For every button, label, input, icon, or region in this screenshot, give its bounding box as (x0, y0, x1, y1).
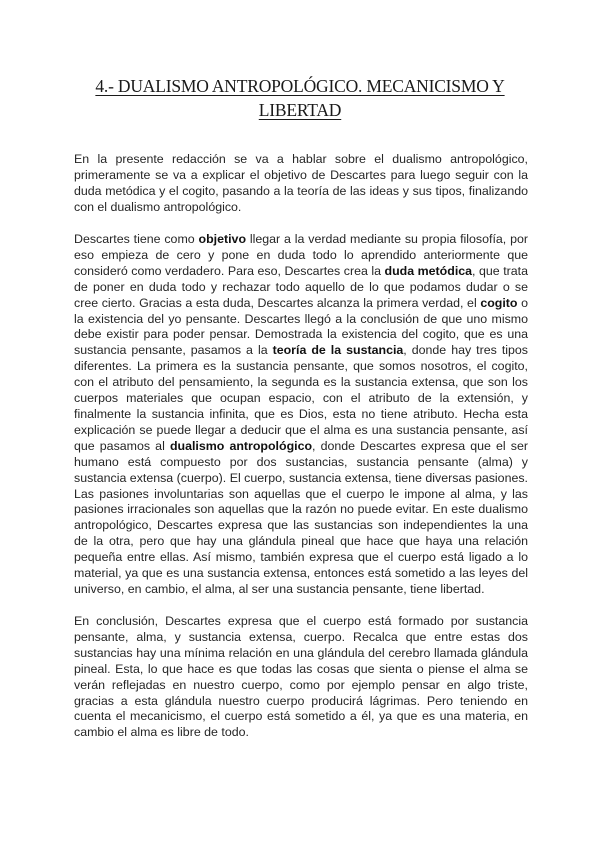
bold-term-objetivo: objetivo (198, 232, 247, 246)
bold-term-dualismo-antropologico: dualismo antropológico (169, 438, 313, 453)
paragraph-development (74, 232, 528, 598)
text-segment: , donde Descartes expresa que el ser humano está compuesto por dos sustancias, sustancia pensante (alma) y sustancia extensa (cuerpo). El cuerpo, sustancia extensa, tiene diversas pasiones. Las pasiones involuntarias son aquellas que el cuerpo le impone al alma, y las pasiones irracionales son aquellas que la razón no puede evitar. En este dualismo antropológico, Descartes expresa que las sustancias son independientes la una de la otra, pero que hay una glándula pineal que hace que haya una relación pequeña entre ellas. Así mismo, también expresa que el cuerpo está ligado a lo material, ya que es una sustancia extensa, entonces está sometido a las leyes del universo, en cambio, el alma, al ser una sustancia pensante, tiene libertad. (74, 438, 528, 596)
text-segment: o la existencia del yo pensante. Descartes llegó a la conclusión de que uno mismo debe existir para poder pensar. Demostrada la existencia del cogito, que es una sustancia pensante, pasamos a la (74, 295, 528, 358)
text-segment: llegar a la verdad mediante su propia filosofía, por eso empieza de cero y pone en duda todo lo aprendido anteriormente que consideró como verdadero. Para eso, Descartes crea la (74, 232, 528, 278)
text-segment: , donde hay tres tipos diferentes. La primera es la sustancia pensante, que somos nosotros, el cogito, con el atributo del pensamiento, la segunda es la sustancia extensa, que son los cuerpos materiales que ocupan espacio, con el atributo de la extensión, y finalmente la sustancia infinita, que es Dios, esta no tiene atributo. Hecha esta explicación se puede llegar a deducir que el alma es una sustancia pensante, así que pasamos al (74, 343, 528, 453)
paragraph-conclusion: En conclusión, Descartes expresa que el cuerpo está formado por sustancia pensante, alma, y sustancia extensa, cuerpo. Recalca que entre estas dos sustancias hay una mínima relación en una glándula del cerebro llamada glándula pineal. Esta, lo que hace es que todas las cosas que sienta o piense el alma se verán reflejadas en nuestro cuerpo, como por ejemplo pensar en algo triste, gracias a esta glándula nuestro cuerpo producirá lágrimas. Pero teniendo en cuenta el mecanicismo, el cuerpo está sometido a él, ya que es una materia, en cambio el alma es libre de todo. (74, 614, 528, 740)
bold-term-teoria-sustancia: teoría de la sustancia (272, 343, 404, 358)
bold-term-cogito: cogito (480, 295, 518, 310)
page-title-line-2: LIBERTAD (258, 100, 342, 120)
paragraph-introduction: En la presente redacción se va a hablar sobre el dualismo antropológico, primeramente se va a explicar el objetivo de Descartes para luego seguir con la duda metódica y el cogito, pasando a la teoría de las ideas y sus tipos, finalizando con el dualismo antropológico. (74, 152, 528, 214)
text-segment: , que trata de poner en duda todo y rechazar todo aquello de lo que podamos dudar o se cree cierto. Gracias a esta duda, Descartes alcanza la primera verdad, el (74, 263, 528, 310)
page-title-line-1: 4.- DUALISMO ANTROPOLÓGICO. MECANICISMO Y (95, 76, 505, 96)
page-title (60, 74, 540, 122)
text-segment: Descartes tiene como (74, 232, 199, 246)
bold-term-duda-metodica: duda metódica (384, 263, 473, 278)
